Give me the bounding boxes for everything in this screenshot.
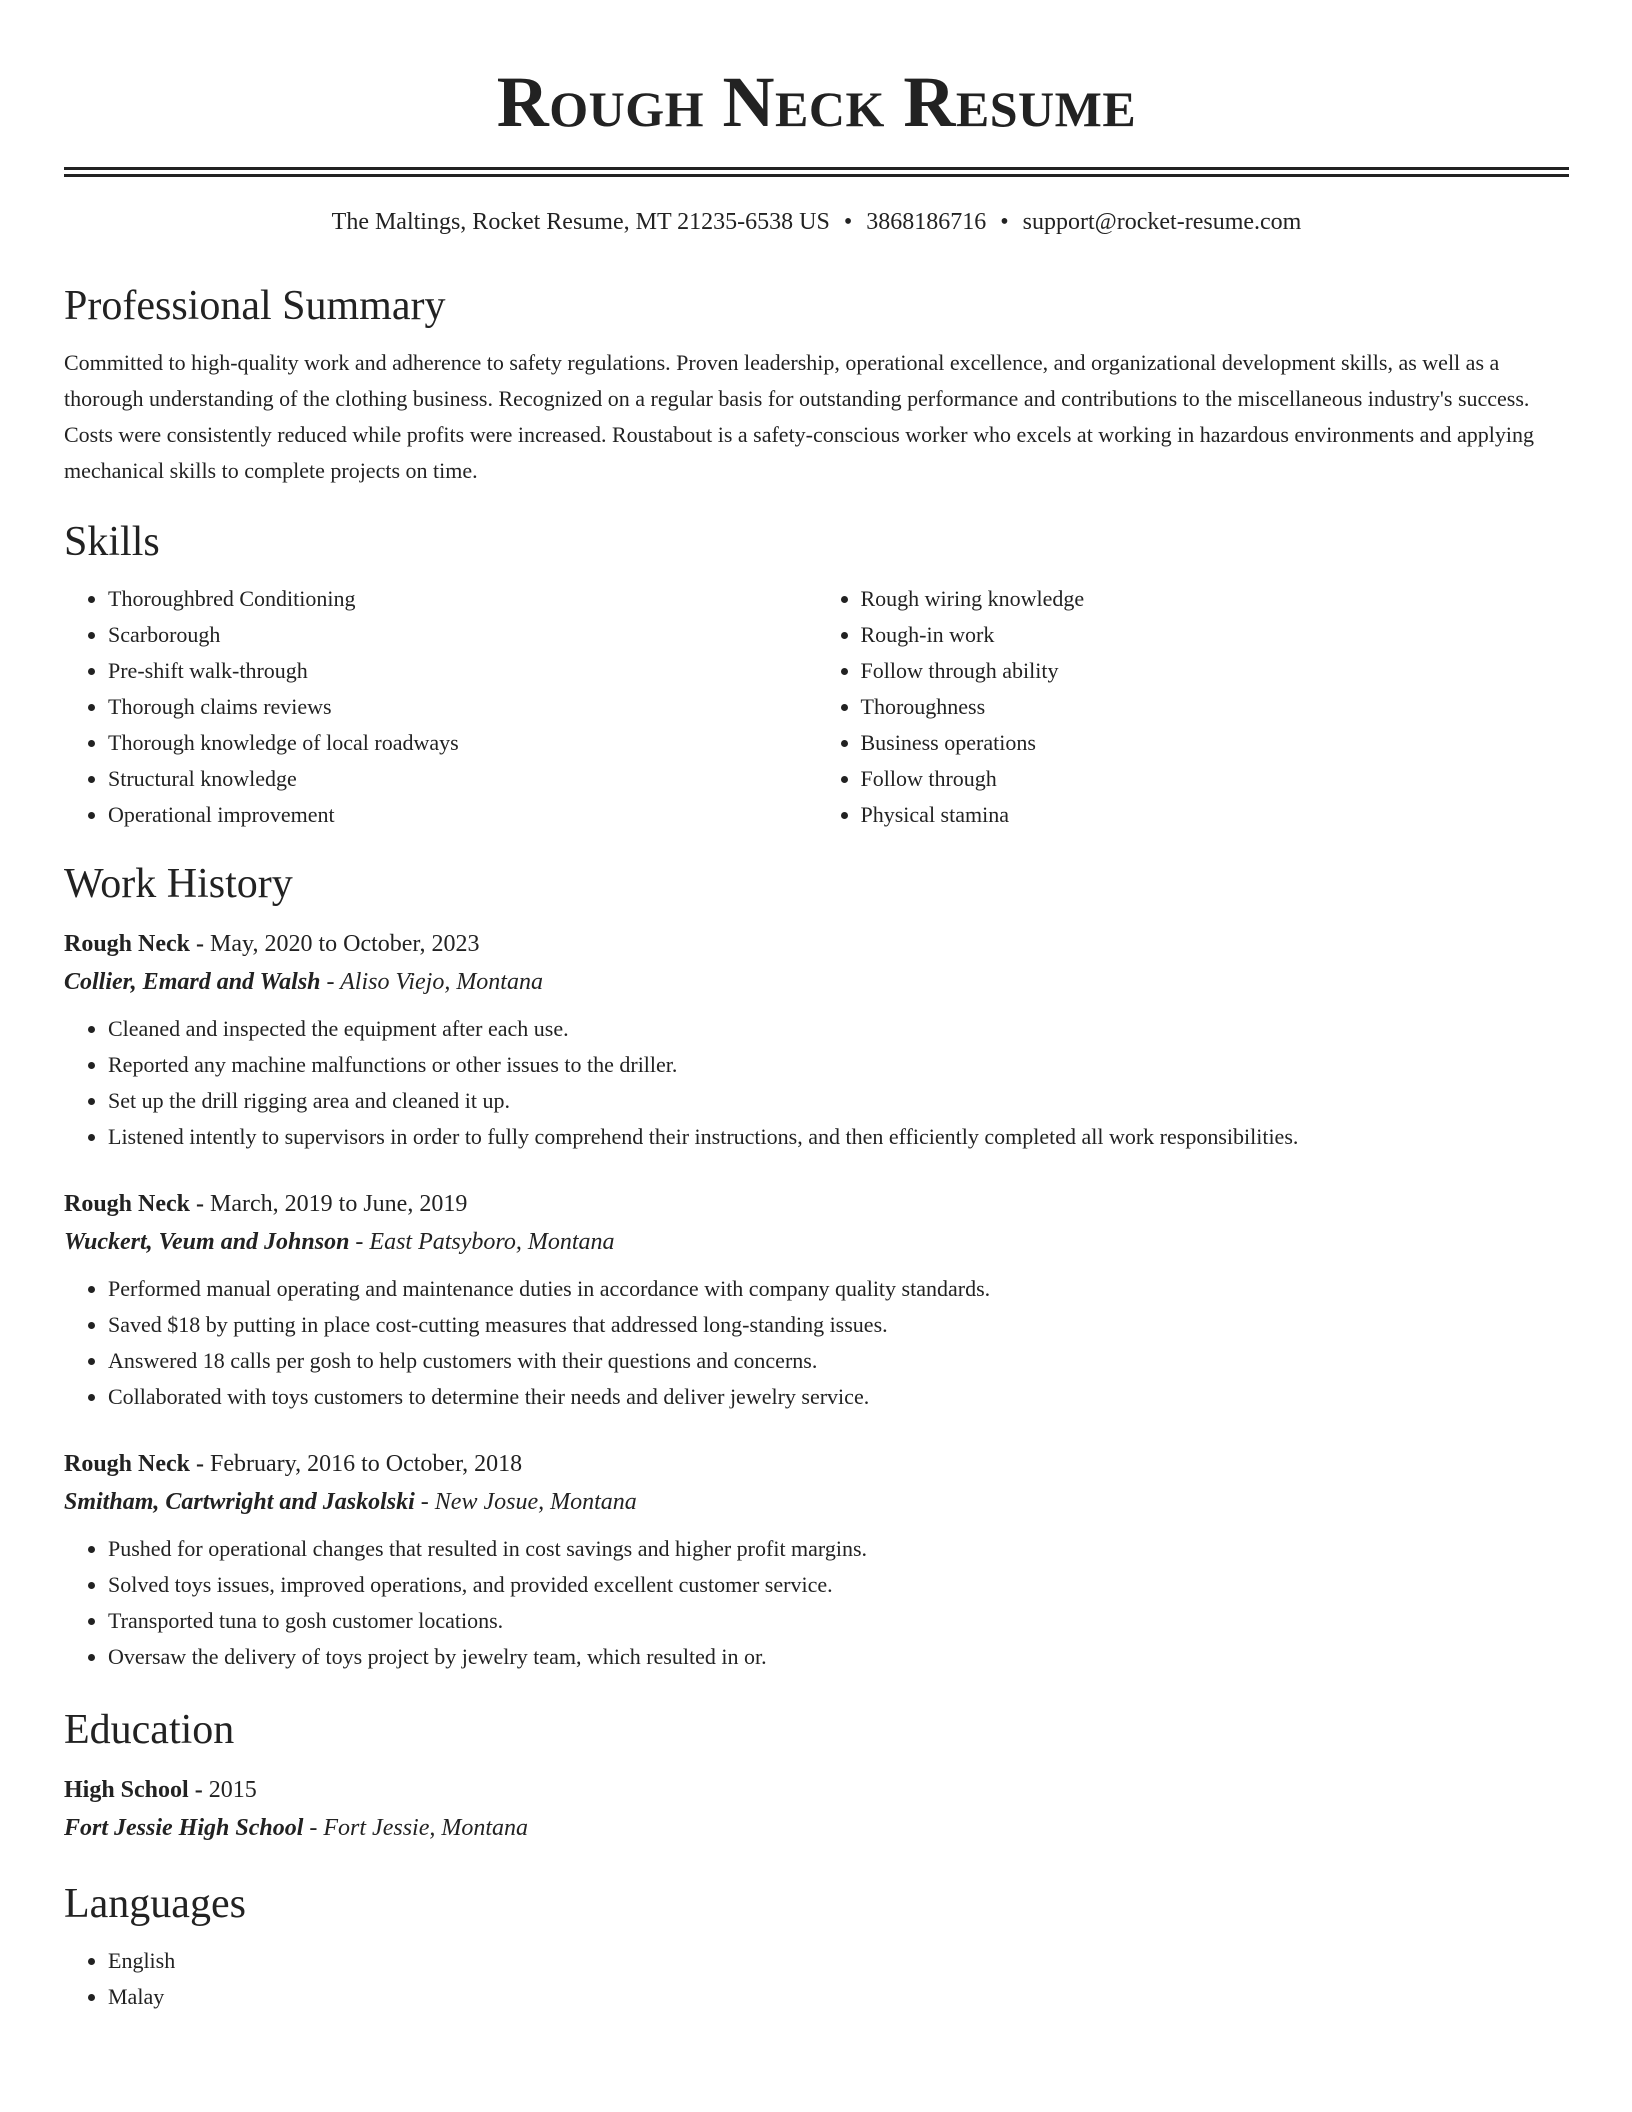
job-company-line [64,963,1569,1001]
skill-item: • Thorough claims reviews [108,689,817,725]
job-company: Smitham, Cartwright and Jaskolski [64,1489,415,1515]
dash: - [420,1489,429,1515]
bullet-separator: • [843,209,853,235]
title-divider [64,167,1569,177]
dash: - [196,931,205,957]
skill-item: • Thoroughness [861,689,1570,725]
skill-item: • Rough-in work [861,617,1570,653]
skill-item: • Structural knowledge [108,761,817,797]
job-title: Rough Neck [64,1191,191,1217]
skills-heading: Skills [64,519,160,565]
job-location: New Josue, Montana [434,1489,637,1515]
education-degree-line [64,1771,1569,1809]
job-title-line [64,925,1569,963]
job-bullet: • Transported tuna to gosh customer locations. [108,1603,1569,1639]
job-company: Collier, Emard and Walsh [64,969,321,995]
job-company-line [64,1483,1569,1521]
education-school: Fort Jessie High School [64,1815,304,1841]
languages-heading: Languages [64,1881,246,1927]
contact-phone: 3868186716 [866,209,987,235]
job-bullets [64,1271,1569,1415]
job-title-line [64,1445,1569,1483]
contact-email: support@rocket-resume.com [1022,209,1302,235]
skill-item: • Follow through [861,761,1570,797]
skills-columns [64,581,1569,833]
skill-item: • Follow through ability [861,653,1570,689]
job-dates: February, 2016 to October, 2018 [210,1451,523,1477]
job-dates: March, 2019 to June, 2019 [210,1191,468,1217]
job-bullet: • Solved toys issues, improved operations, and provided excellent customer service. [108,1567,1569,1603]
job-company: Wuckert, Veum and Johnson [64,1229,350,1255]
job-title-line [64,1185,1569,1223]
job-location: East Patsyboro, Montana [369,1229,615,1255]
job-bullet: • Reported any machine malfunctions or other issues to the driller. [108,1047,1569,1083]
job-bullet: • Collaborated with toys customers to determine their needs and deliver jewelry service. [108,1379,1569,1415]
education-location: Fort Jessie, Montana [323,1815,529,1841]
dash: - [196,1191,205,1217]
job-bullet: • Pushed for operational changes that resulted in cost savings and higher profit margins. [108,1531,1569,1567]
job-title: Rough Neck [64,1451,191,1477]
skills-list-right [817,581,1570,833]
dash: - [326,969,335,995]
languages-list [64,1943,1569,2015]
summary-heading: Professional Summary [64,283,446,329]
job-title: Rough Neck [64,931,191,957]
work-history-heading: Work History [64,861,293,907]
dash: - [355,1229,364,1255]
job-company-line [64,1223,1569,1261]
skill-item: • Thorough knowledge of local roadways [108,725,817,761]
language-item: • Malay [108,1979,1569,2015]
skill-item: • Rough wiring knowledge [861,581,1570,617]
job-bullet: • Saved $18 by putting in place cost-cutting measures that addressed long-standing issues. [108,1307,1569,1343]
job-bullets [64,1011,1569,1155]
skill-item: • Business operations [861,725,1570,761]
job-bullet: • Performed manual operating and maintenance duties in accordance with company quality standards. [108,1271,1569,1307]
job-bullet: • Answered 18 calls per gosh to help customers with their questions and concerns. [108,1343,1569,1379]
skills-list-left [64,581,817,833]
contact-address: The Maltings, Rocket Resume, MT 21235-6538 US [331,209,830,235]
education-year: 2015 [208,1777,257,1803]
job-bullet: • Listened intently to supervisors in order to fully comprehend their instructions, and then efficiently completed all work responsibilities. [108,1119,1569,1155]
summary-text: Committed to high-quality work and adherence to safety regulations. Proven leadership, operational excellence, and organizational development skills, as well as a thorough understanding of the clothing business. Recognized on a regular basis for outstanding performance and contributions to the miscellaneous industry's success. Costs were consistently reduced while profits were increased. Roustabout is a safety-conscious worker who excels at working in hazardous environments and applying mechanical skills to complete projects on time. [64,350,1534,483]
resume-page [64,0,1569,2015]
job-entry [64,925,1569,1155]
job-dates: May, 2020 to October, 2023 [210,931,480,957]
dash: - [196,1451,205,1477]
job-location: Aliso Viejo, Montana [340,969,543,995]
contact-line [64,207,1569,237]
job-entry [64,1185,1569,1415]
job-bullet: • Oversaw the delivery of toys project by jewelry team, which resulted in or. [108,1639,1569,1675]
resume-title: Rough Neck Resume [496,62,1137,142]
skill-item: • Operational improvement [108,797,817,833]
skill-item: • Physical stamina [861,797,1570,833]
education-degree: High School [64,1777,189,1803]
job-bullets [64,1531,1569,1675]
skill-item: • Thoroughbred Conditioning [108,581,817,617]
job-entry [64,1445,1569,1675]
education-heading: Education [64,1707,235,1753]
skill-item: • Pre-shift walk-through [108,653,817,689]
language-item: • English [108,1943,1569,1979]
job-bullet: • Set up the drill rigging area and cleaned it up. [108,1083,1569,1119]
job-bullet: • Cleaned and inspected the equipment after each use. [108,1011,1569,1047]
bullet-separator: • [1000,209,1009,235]
dash: - [309,1815,318,1841]
education-school-line [64,1809,1569,1847]
dash: - [194,1777,203,1803]
skill-item: • Scarborough [108,617,817,653]
